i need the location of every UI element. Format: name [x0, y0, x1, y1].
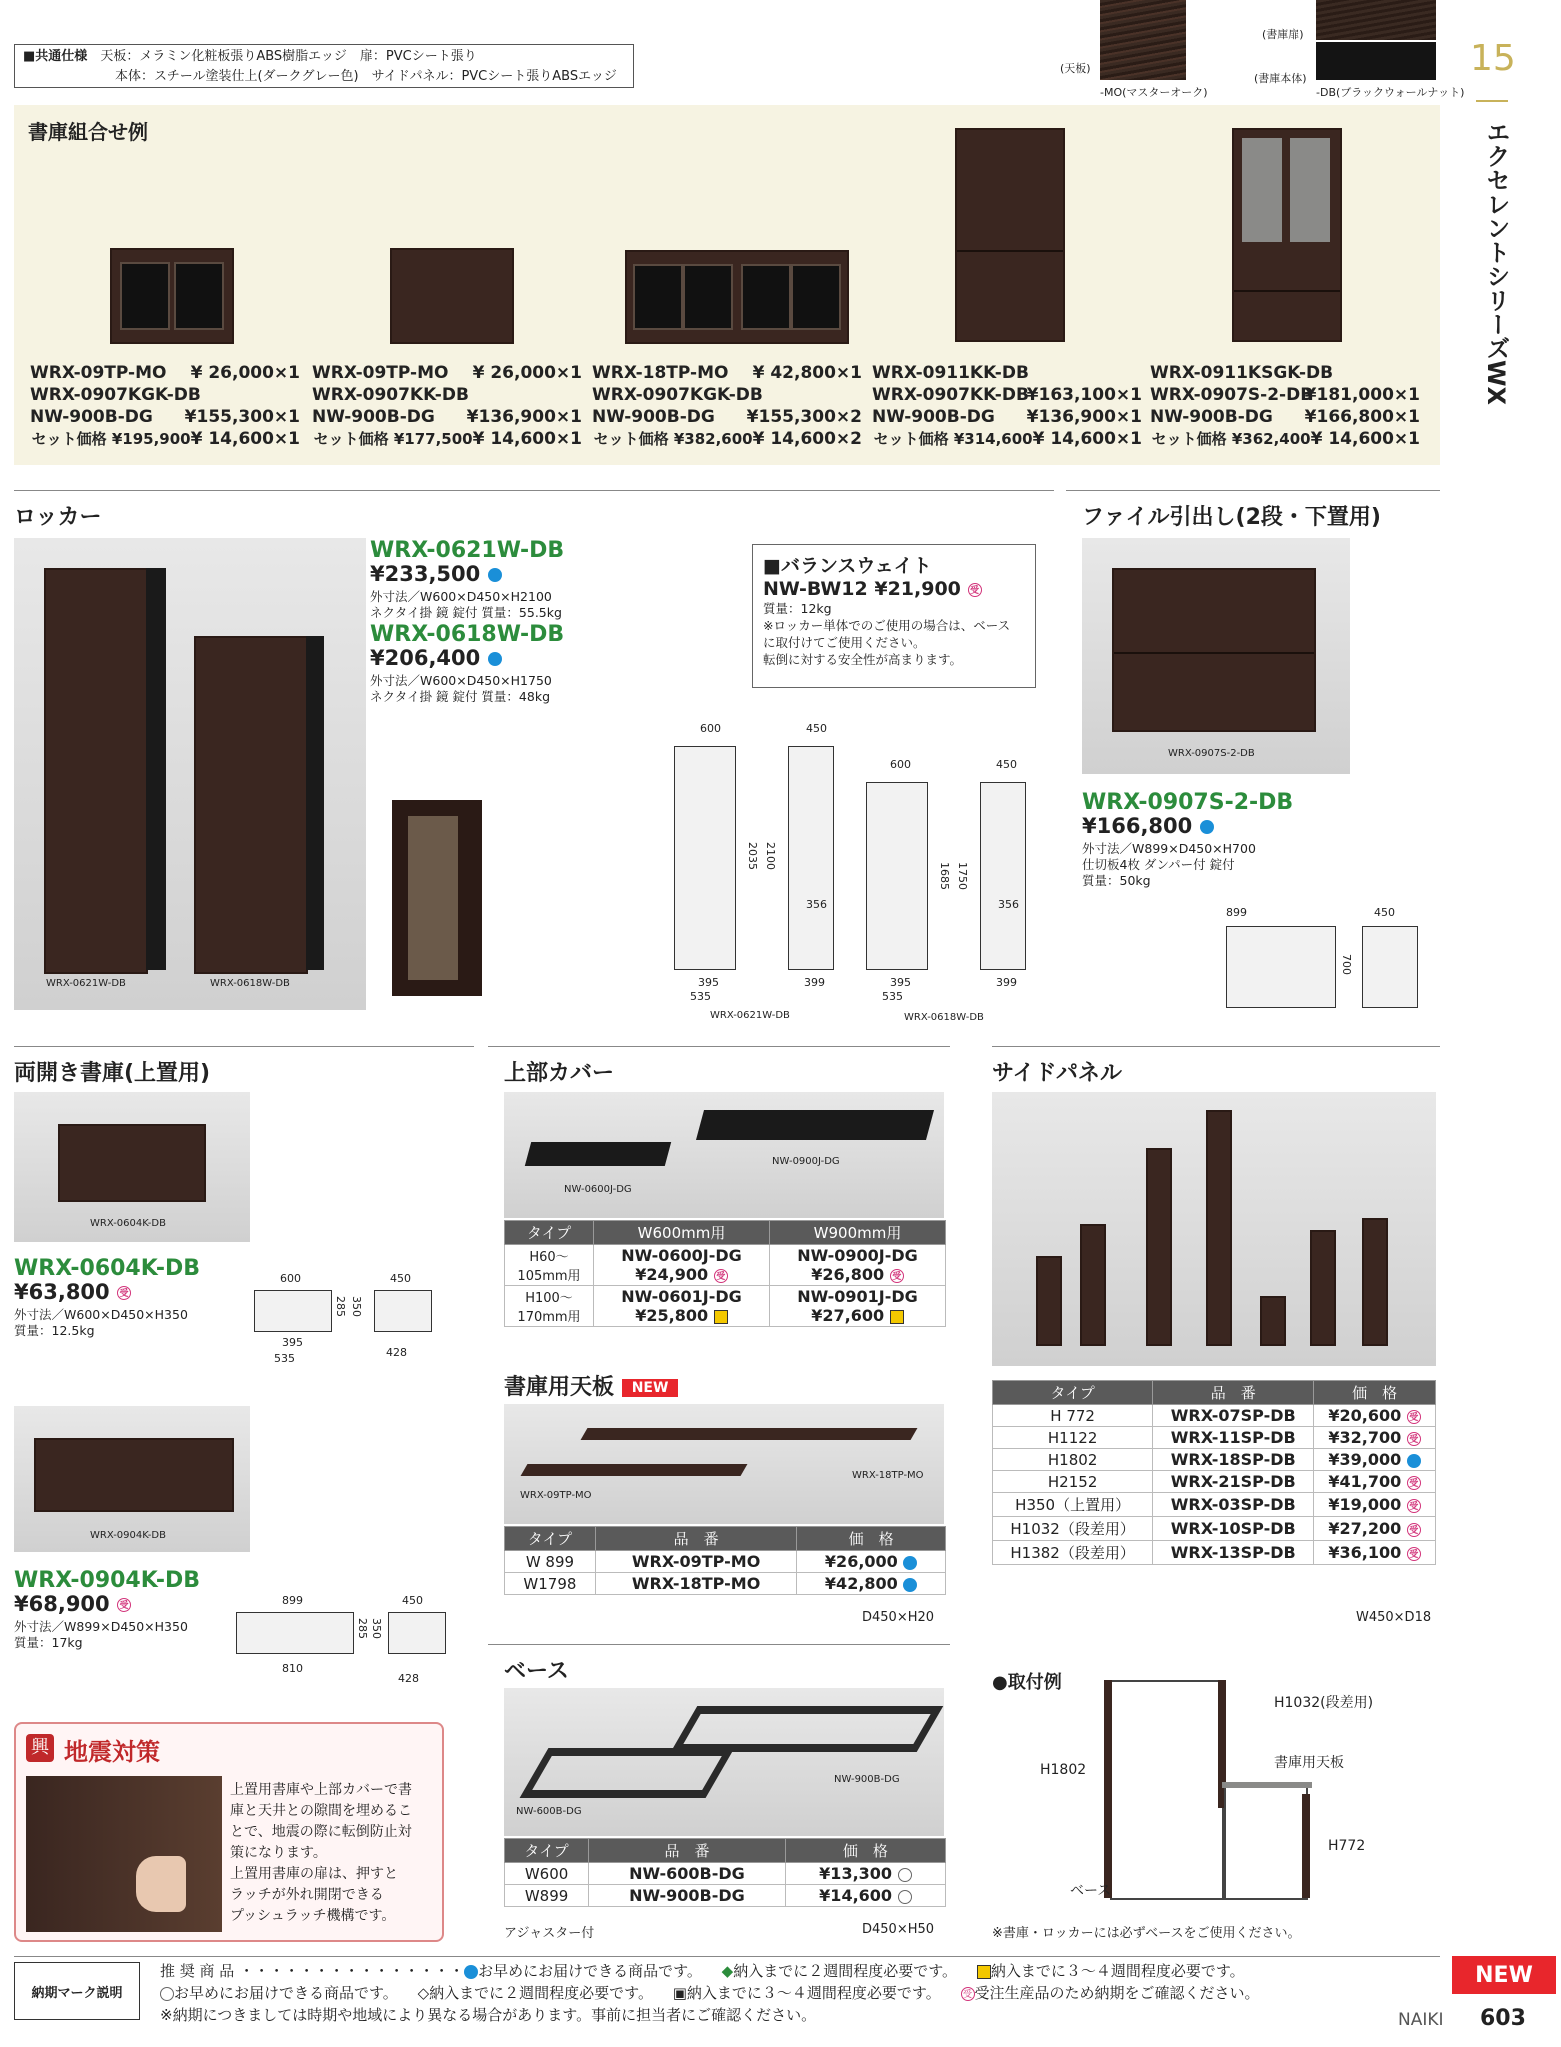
- balance-l2: ※ロッカー単体でのご使用の場合は、ベース: [763, 618, 1011, 633]
- locker-2-spec: ネクタイ掛 鏡 錠付 質量：48kg: [370, 689, 550, 704]
- locker-divider: [14, 490, 1054, 491]
- combo-line: WRX-0911KSGK-DB ¥181,000×1: [1150, 363, 1420, 405]
- made-to-order-icon: 受: [1407, 1410, 1421, 1424]
- chapter-divider: [1476, 100, 1508, 102]
- swatch-door-label: (書庫扉): [1262, 28, 1304, 41]
- double-1-price-row: ¥63,800 受: [14, 1280, 131, 1304]
- combo-line: NW-900B-DG ¥ 14,600×1: [1150, 407, 1420, 449]
- green-diamond-icon: ◆: [721, 1962, 734, 1980]
- table-row: H1382（段差用） WRX-13SP-DB ¥36,100 受: [993, 1541, 1436, 1565]
- made-to-order-icon: 受: [117, 1286, 131, 1300]
- base-table: タイプ 品 番 価 格 W600 NW-600B-DG ¥13,300 W899 NW-900B-DG ¥14,600: [504, 1838, 946, 1907]
- combo-line: NW-900B-DG ¥ 14,600×2: [592, 407, 862, 449]
- combo-line: NW-900B-DG ¥ 14,600×1: [872, 407, 1142, 449]
- combo-2-text: [312, 362, 582, 450]
- locker-1-model: WRX-0621W-DB: [370, 538, 565, 563]
- made-to-order-icon: 受: [961, 1987, 975, 2001]
- hand-icon: [136, 1856, 186, 1912]
- double-title: 両開き書庫(上置用): [14, 1061, 211, 1086]
- combo-line: WRX-09TP-MO ¥ 26,000×1: [312, 363, 582, 383]
- board-note: D450×H20: [862, 1610, 935, 1625]
- balance-l3: に取付けてご使用ください。: [763, 635, 926, 650]
- recommend-dot-icon: [488, 568, 502, 582]
- made-to-order-icon: 受: [968, 583, 982, 597]
- double-photo-1: [14, 1092, 250, 1242]
- locker-1-spec: ネクタイ掛 鏡 錠付 質量：55.5kg: [370, 605, 562, 620]
- double-photo-2: [14, 1406, 250, 1552]
- cover-th-type: タイプ: [505, 1221, 594, 1245]
- double-divider: [14, 1046, 474, 1047]
- table-row: W899 NW-900B-DG ¥14,600: [505, 1885, 946, 1907]
- made-to-order-icon: 受: [1407, 1476, 1421, 1490]
- locker-open-photo: [392, 800, 482, 996]
- footer-divider: [14, 1956, 1440, 1957]
- locker-photo: [14, 538, 366, 1010]
- file-dim-d: 450: [1374, 906, 1395, 919]
- cover-th-w600: W600mm用: [594, 1221, 770, 1245]
- combo-line: WRX-0911KK-DB ¥163,100×1: [872, 363, 1142, 405]
- new-corner-badge: NEW: [1452, 1956, 1556, 1994]
- quake-photo: [26, 1776, 222, 1932]
- base-title: ベース: [504, 1659, 569, 1684]
- combo-img-4: [955, 128, 1065, 342]
- example-lbl-board: 書庫用天板: [1274, 1755, 1344, 1771]
- example-lbl-h772: H772: [1328, 1838, 1366, 1854]
- board-caption-1: WRX-09TP-MO: [520, 1490, 592, 1501]
- table-row: H100～170mm用 NW-0601J-DG ¥25,800 NW-0901J-DG ¥27,600: [505, 1286, 946, 1327]
- series-name: エクセレントシリーズWX: [1482, 120, 1510, 405]
- made-to-order-icon: 受: [1407, 1523, 1421, 1537]
- three-week-icon: [977, 1965, 991, 1979]
- side-table: タイプ 品 番 価 格 H 772 WRX-07SP-DB ¥20,600 受 H1122 WRX-11SP-DB ¥32,700 受 H1802 WRX-18SP-DB ¥39,000 H2152 WRX-21SP-DB ¥41,700 受 H350（上置用） WRX-03SP-DB ¥19,000 受 H1032（段差用） WRX-10SP-DB ¥27,200 受 H1382（段差用） WRX-13SP-DB ¥36,100 受: [992, 1380, 1436, 1565]
- double-2-dims: 外寸法／W899×D450×H350: [14, 1619, 188, 1634]
- quake-icon: 興: [26, 1734, 54, 1762]
- recommend-dot-icon: [903, 1578, 917, 1592]
- table-row: H1032（段差用） WRX-10SP-DB ¥27,200 受: [993, 1517, 1436, 1541]
- combo-img-1: [110, 248, 234, 344]
- footer-note: ※納期につきましては時期や地域により異なる場合があります。事前に担当者にご確認ください。: [160, 2006, 817, 2024]
- footer-label: 納期マーク説明: [14, 1962, 140, 2020]
- quick-delivery-icon: [898, 1868, 912, 1882]
- file-photo: [1082, 538, 1350, 774]
- side-note: W450×D18: [1356, 1610, 1432, 1625]
- made-to-order-icon: 受: [1407, 1499, 1421, 1513]
- three-week-icon: [714, 1310, 728, 1324]
- common-spec-box: [14, 44, 634, 88]
- quick-delivery-icon: [160, 1987, 174, 2001]
- cover-caption-2: NW-0900J-DG: [772, 1156, 840, 1167]
- boxed-dot-icon: ▣: [672, 1984, 687, 2002]
- common-spec-line2: 本体：スチール塗装仕上(ダークグレー色) サイドパネル：PVCシート張りABSエッジ: [115, 69, 617, 84]
- board-title: 書庫用天板 NEW: [504, 1370, 678, 1401]
- balance-weight-box: [752, 544, 1036, 688]
- recommend-dot-icon: [488, 652, 502, 666]
- combo-set-price: セット価格 ¥362,400: [1151, 430, 1311, 448]
- common-spec-label: ■共通仕様: [23, 49, 88, 64]
- chapter-number: 15: [1470, 38, 1516, 79]
- combo-img-2: [390, 248, 514, 344]
- balance-model-row: NW-BW12 ¥21,900 受: [763, 578, 1025, 600]
- hollow-diamond-icon: ◇: [417, 1984, 430, 2002]
- locker-1-dims: 外寸法／W600×D450×H2100: [370, 589, 552, 604]
- combo-line: NW-900B-DG ¥ 14,600×1: [312, 407, 582, 449]
- base-divider: [488, 1644, 950, 1645]
- board-photo: [504, 1404, 944, 1524]
- file-dim-side: [1362, 926, 1418, 1008]
- balance-l1: 質量：12kg: [763, 601, 832, 616]
- double-1-model: WRX-0604K-DB: [14, 1256, 201, 1281]
- quick-delivery-icon: [898, 1890, 912, 1904]
- board-table: タイプ 品 番 価 格 W 899 WRX-09TP-MO ¥26,000 W1798 WRX-18TP-MO ¥42,800: [504, 1526, 946, 1595]
- made-to-order-icon: 受: [890, 1269, 904, 1283]
- cover-title: 上部カバー: [504, 1061, 615, 1086]
- double-1-weight: 質量：12.5kg: [14, 1323, 95, 1338]
- swatch-body-label: (書庫本体): [1254, 72, 1307, 85]
- swatch-mo: [1100, 0, 1186, 80]
- locker-2-dims: 外寸法／W600×D450×H1750: [370, 673, 552, 688]
- combo-line: WRX-0907KGK-DB ¥155,300×1: [30, 385, 300, 427]
- combo-5-text: [1150, 362, 1420, 450]
- base-caption-2: NW-900B-DG: [834, 1774, 900, 1785]
- base-caption-1: NW-600B-DG: [516, 1806, 582, 1817]
- file-dim-front: [1226, 926, 1336, 1008]
- combo-img-3: [625, 250, 849, 344]
- table-row: H 772 WRX-07SP-DB ¥20,600 受: [993, 1405, 1436, 1427]
- locker-caption-2: WRX-0618W-DB: [210, 978, 290, 989]
- double-2-weight: 質量：17kg: [14, 1635, 83, 1650]
- double-2-dim-drawing: 899 450 285 350 810 428: [232, 1594, 452, 1694]
- example-lbl-base: ベース: [1070, 1883, 1112, 1899]
- balance-title: ■バランスウェイト: [763, 555, 932, 577]
- table-row: H2152 WRX-21SP-DB ¥41,700 受: [993, 1471, 1436, 1493]
- base-note-right: D450×H50: [862, 1922, 935, 1937]
- made-to-order-icon: 受: [117, 1598, 131, 1612]
- example-title: ●取付例: [992, 1672, 1062, 1693]
- file-title: ファイル引出し(2段・下置用): [1082, 505, 1381, 530]
- quake-box: [14, 1722, 444, 1942]
- combo-set-price: セット価格 ¥195,900: [31, 430, 191, 448]
- combo-line: WRX-0907KK-DB ¥136,900×1: [312, 385, 582, 427]
- combo-line: WRX-18TP-MO ¥ 42,800×1: [592, 363, 862, 383]
- table-row: H1122 WRX-11SP-DB ¥32,700 受: [993, 1427, 1436, 1449]
- locker-2-price-row: ¥206,400: [370, 646, 502, 670]
- base-note-left: アジャスター付: [504, 1926, 595, 1941]
- combo-3-text: [592, 362, 862, 450]
- made-to-order-icon: 受: [1407, 1547, 1421, 1561]
- double-1-dims: 外寸法／W600×D450×H350: [14, 1307, 188, 1322]
- combo-4-text: [872, 362, 1142, 450]
- recommend-dot-icon: [903, 1556, 917, 1570]
- swatch-door: [1316, 0, 1436, 40]
- double-caption-2: WRX-0904K-DB: [90, 1530, 166, 1541]
- brand-name: NAIKI: [1398, 2010, 1444, 2030]
- locker-caption-1: WRX-0621W-DB: [46, 978, 126, 989]
- table-row: H350（上置用） WRX-03SP-DB ¥19,000 受: [993, 1493, 1436, 1517]
- swatch-top-label: (天板): [1060, 62, 1091, 75]
- combo-img-5: [1232, 128, 1342, 342]
- recommend-dot-icon: [464, 1965, 478, 1979]
- table-row: W600 NW-600B-DG ¥13,300: [505, 1863, 946, 1885]
- combo-line: WRX-0907KGK-DB ¥155,300×2: [592, 385, 862, 427]
- double-2-price-row: ¥68,900 受: [14, 1592, 131, 1616]
- locker-2-model: WRX-0618W-DB: [370, 622, 565, 647]
- table-row: H60～105mm用 NW-0600J-DG ¥24,900 受 NW-0900J-DG ¥26,800 受: [505, 1245, 946, 1286]
- combo-line: WRX-0907KK-DB ¥136,900×1: [872, 385, 1142, 427]
- combo-set-price: セット価格 ¥177,500: [313, 430, 473, 448]
- file-divider: [1066, 490, 1440, 491]
- double-1-dim-drawing: 600 450 285 350 395 535 428: [250, 1272, 450, 1372]
- combo-title: 書庫組合せ例: [28, 120, 148, 144]
- made-to-order-icon: 受: [714, 1269, 728, 1283]
- quake-text: 上置用書庫や上部カバーで書 庫と天井との隙間を埋めるこ とで、地震の際に転倒防止対 策になります。 上置用書庫の扉は、押すと ラッチが外れ開閉できる プッシュラッチ機構です。: [230, 1782, 412, 1924]
- file-dims: 外寸法／W899×D450×H700: [1082, 841, 1256, 856]
- three-week-icon: [890, 1310, 904, 1324]
- footer-legend: 推 奨 商 品 ・・・・・・・・・・・・・・・ お早めにお届けできる商品です。 ◆納入までに２週間程度必要です。 納入までに３～４週間程度必要です。 お早めにお届けできる商品です。 ◇納入までに２週間程度必要です。 ▣納入までに３～４週間程度必要です。 受 受注生産品のため納期をご確認ください。 ※納期につきましては時期や地域により異なる場合があります。事前に担当者にご確認ください。: [160, 1962, 1260, 2024]
- recommend-dot-icon: [1407, 1454, 1421, 1468]
- combo-set-price: セット価格 ¥314,600: [873, 430, 1033, 448]
- combo-set-price: セット価格 ¥382,600: [593, 430, 753, 448]
- file-mass: 質量：50kg: [1082, 873, 1151, 888]
- page-number: 603: [1480, 2006, 1526, 2031]
- combo-line: WRX-09TP-MO ¥ 26,000×1: [30, 363, 300, 383]
- recommend-dot-icon: [1200, 820, 1214, 834]
- common-spec-line1: 天板：メラミン化粧板張りABS樹脂エッジ 扉：PVCシート張り: [100, 49, 477, 64]
- file-price-row: ¥166,800: [1082, 814, 1214, 838]
- table-row: W 899 WRX-09TP-MO ¥26,000: [505, 1551, 946, 1573]
- swatch-body: [1316, 42, 1436, 80]
- new-badge: NEW: [622, 1379, 679, 1397]
- base-photo: [504, 1688, 944, 1836]
- file-spec: 仕切板4枚 ダンパー付 錠付: [1082, 857, 1235, 872]
- quake-title: 地震対策: [64, 1738, 160, 1766]
- board-caption-2: WRX-18TP-MO: [852, 1470, 924, 1481]
- cover-divider: [488, 1046, 950, 1047]
- swatch-top-name: -MO(マスターオーク): [1100, 86, 1208, 99]
- cover-table: [504, 1220, 946, 1327]
- combo-line: WRX-0907S-2-DB ¥166,800×1: [1150, 385, 1420, 427]
- example-lbl-h1802: H1802: [1040, 1762, 1087, 1778]
- file-caption: WRX-0907S-2-DB: [1168, 748, 1255, 759]
- double-caption-1: WRX-0604K-DB: [90, 1218, 166, 1229]
- locker-dim-drawings: 600 450 2035 2100 356 395 535 399 WRX-0621W-DB 600 450 1685 1750 356 395 535 399 WRX-0618W-DB: [668, 722, 1048, 1022]
- side-photo: [992, 1092, 1436, 1366]
- table-row: H1802 WRX-18SP-DB ¥39,000: [993, 1449, 1436, 1471]
- locker-title: ロッカー: [14, 505, 102, 530]
- locker-1-price-row: ¥233,500: [370, 562, 502, 586]
- file-dim-h: 700: [1340, 954, 1353, 975]
- cover-th-w900: W900mm用: [770, 1221, 946, 1245]
- table-row: W1798 WRX-18TP-MO ¥42,800: [505, 1573, 946, 1595]
- cover-caption-1: NW-0600J-DG: [564, 1184, 632, 1195]
- side-divider: [992, 1046, 1440, 1047]
- example-lbl-h1032: H1032(段差用): [1274, 1695, 1374, 1711]
- swatch-body-name: -DB(ブラックウォールナット): [1316, 86, 1465, 99]
- made-to-order-icon: 受: [1407, 1432, 1421, 1446]
- double-2-model: WRX-0904K-DB: [14, 1568, 201, 1593]
- file-model: WRX-0907S-2-DB: [1082, 790, 1294, 815]
- side-title: サイドパネル: [992, 1061, 1123, 1086]
- cover-photo: [504, 1092, 944, 1218]
- combo-line: NW-900B-DG ¥ 14,600×1: [30, 407, 300, 449]
- combo-1-text: [30, 362, 300, 450]
- side-footnote: ※書庫・ロッカーには必ずベースをご使用ください。: [992, 1926, 1301, 1941]
- balance-l4: 転倒に対する安全性が高まります。: [763, 652, 963, 667]
- file-dim-w: 899: [1226, 906, 1247, 919]
